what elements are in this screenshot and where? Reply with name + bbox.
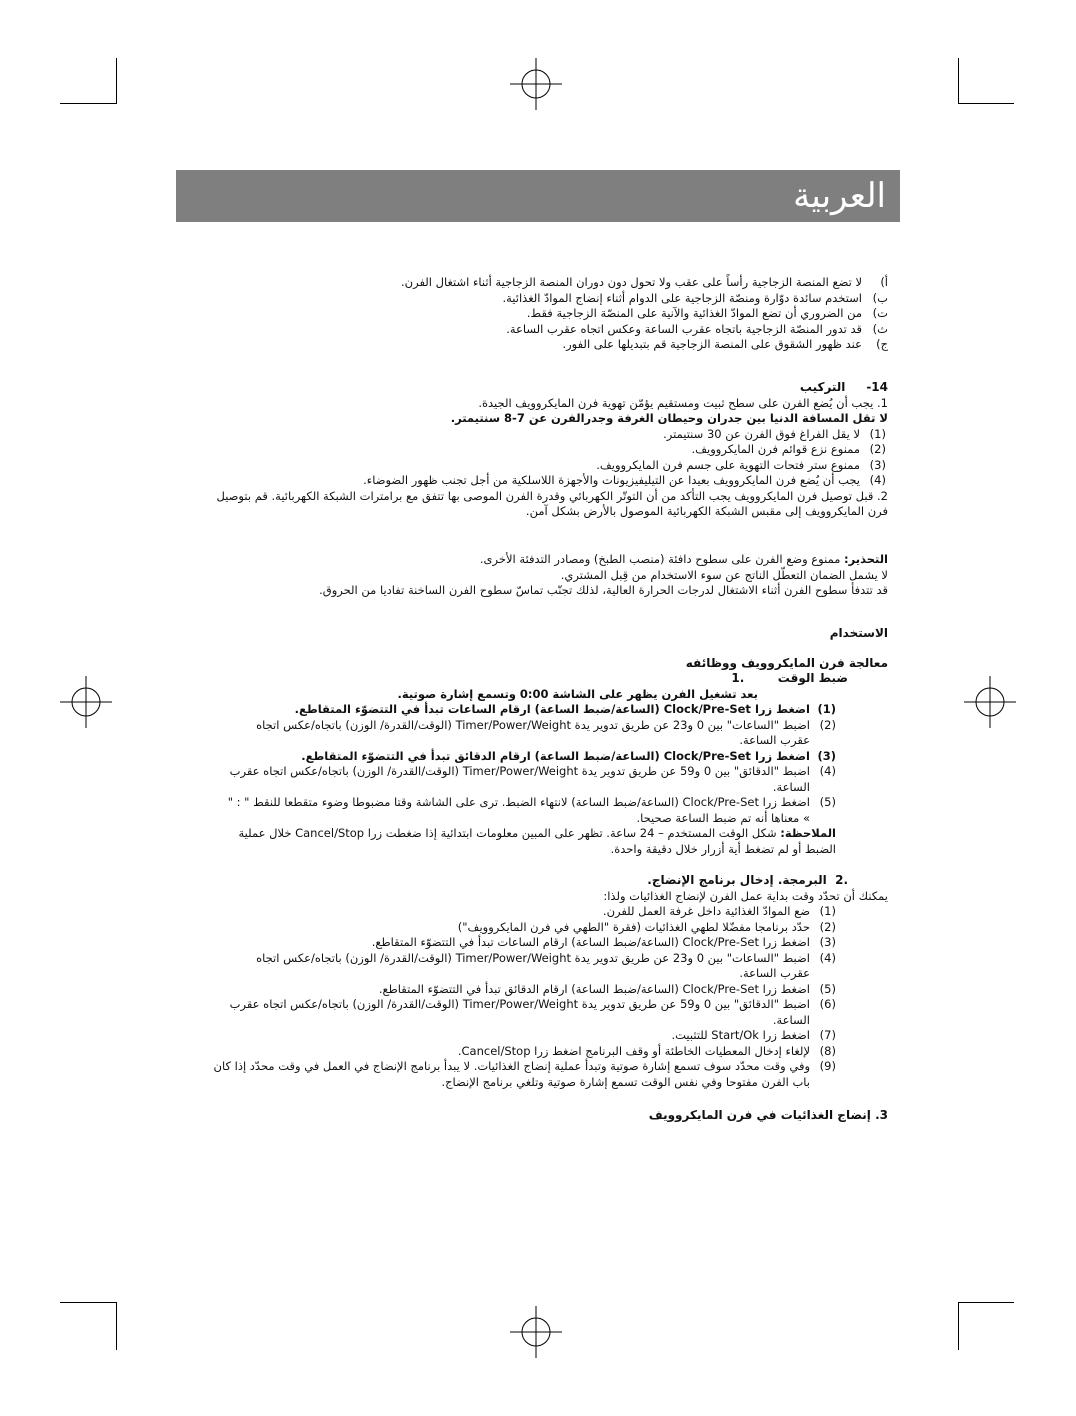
registration-mark-icon bbox=[510, 58, 562, 110]
page-title: العربية bbox=[793, 176, 886, 216]
registration-mark-icon bbox=[60, 676, 112, 728]
list-item: (7)اضغط زرا Start/Ok للتثبيت. bbox=[671, 1028, 836, 1042]
registration-mark-icon bbox=[510, 1306, 562, 1358]
paragraph: فرن المايكروويف إلى مقبس الشبكة الكهربائية الموصول بالأرض بشكل آمن. bbox=[525, 504, 888, 518]
crop-mark bbox=[60, 1302, 116, 1303]
crop-mark bbox=[958, 1302, 1014, 1303]
crop-mark bbox=[116, 1302, 117, 1350]
list-item: (3)اضغط زرا Clock/Pre-Set (الساعة/ضبط الساعة) ارقام الدقائق تبدأ في التتضوّء المتقاطع. bbox=[301, 748, 836, 763]
list-item: (5)اضغط زرا Clock/Pre-Set (الساعة/ضبط الساعة) ارقام الدقائق تبدأ في التتضوّء المتقاطع. bbox=[378, 981, 836, 996]
list-item: (1)اضغط زرا Clock/Pre-Set (الساعة/ضبط الساعة) ارقام الساعات تبدأ في التتضوّء المتقاطع. bbox=[294, 702, 836, 716]
list-item: (4)اضبط "الدقائق" بين 0 و59 عن طريق تدوير يدة Timer/Power/Weight (الوقت/القدرة/ الوزن) باتجاه/عكس اتجاه عقرب bbox=[229, 764, 836, 778]
crop-mark bbox=[116, 58, 117, 104]
note: الملاحظة: شكل الوقت المستخدم – 24 ساعة. تظهر على المبين معلومات ابتدائية إذا ضغطت زرا Cancel/Stop خلال عملية bbox=[238, 826, 836, 840]
subsection-heading: ضبط الوقت .1 bbox=[731, 671, 848, 685]
paragraph: 1. يجب أن يُضع الفرن على سطح ثبيت ومستقيم يؤمّن تهوية فرن المايكروويف الجيدة. bbox=[478, 395, 888, 410]
paragraph: قد تتدفأ سطوح الفرن أثناء الاشتغال لدرجات الحرارة العالية، لذلك تجنّب تماسّ سطوح الفرن الساخنة تفاديا من الحروق. bbox=[319, 583, 888, 597]
list-item: ب)استخدم سائدة دوّارة ومنصّة الزجاجية على الدوام أثناء إنضاج الموادّ الغذائية. bbox=[502, 290, 888, 305]
list-item: ج)عند ظهور الشقوق على المنصة الزجاجية قم بتبديلها على الفور. bbox=[562, 337, 888, 351]
list-item: (1)ضع الموادّ الغذائية داخل غرفة العمل للفرن. bbox=[602, 904, 836, 918]
list-item: ث)قد تدور المنصّة الزجاجية باتجاه عقرب الساعة وعكس اتجاه عقرب الساعة. bbox=[506, 321, 888, 336]
warning-label: التحذير: bbox=[844, 552, 888, 566]
intro-list bbox=[178, 275, 888, 353]
registration-mark-icon bbox=[964, 676, 1016, 728]
list-item: أ)لا تضع المنصة الزجاجية رأساً على عقب ولا تحول دون دوران المنصة الزجاجية أثناء اشتغال الفرن. bbox=[401, 275, 888, 289]
list-item: (5)اضغط زرا Clock/Pre-Set (الساعة/ضبط الساعة) لانتهاء الضبط. ترى على الشاشة وقتا مضبوطا وضوء متقطعا للنقط " : " bbox=[227, 795, 836, 809]
list-item: ت)من الضروري أن تضع الموادّ الغذائية والآنية على المنصّة الزجاجية فقط. bbox=[526, 306, 888, 320]
crop-mark bbox=[958, 58, 959, 104]
list-item: (1)لا يقل الفراغ فوق الفرن عن 30 سنتيمتر. bbox=[663, 426, 886, 441]
section-heading: 14- التركيب bbox=[799, 380, 888, 394]
list-item: (8)لإلغاء إدخال المعطيات الخاطئة أو وقف البرنامج اضغط زرا Cancel/Stop. bbox=[457, 1043, 836, 1058]
crop-mark bbox=[958, 1302, 959, 1350]
section-heading: الاستخدام bbox=[829, 626, 888, 640]
subsection-heading: 3. إنضاج الغذائيات في فرن المايكروويف bbox=[648, 1108, 888, 1122]
list-item: (2)ممنوع نزع قوائم فرن المايكروويف. bbox=[691, 442, 886, 456]
paragraph: لا يشمل الضمان التعطّل الناتج عن سوء الاستخدام من قِبل المشتري. bbox=[560, 567, 888, 582]
warning-section: التحذير: ممنوع وضع الفرن على سطوح دافئة (منصب الطبخ) ومصادر التدفئة الأخرى. لا يشمل الضمان التعطّل الناتج عن سوء الاستخدام من قِبل المشتري. قد تتدفأ سطوح الفرن أثناء الاشتغال لدرجات الحرارة العالية، لذلك تجنّب تماسّ سطوح الفرن الساخنة تفاديا من الحروق. bbox=[178, 552, 888, 599]
note-label: الملاحظة: bbox=[780, 826, 836, 840]
list-item: (3)ممنوع ستر فتحات التهوية على جسم فرن المايكروويف. bbox=[596, 457, 886, 472]
section-subheading: معالجة فرن المايكروويف ووظائفه bbox=[685, 655, 888, 670]
subsection-heading: .2 البرمجة. إدخال برنامج الإنضاج. bbox=[647, 873, 848, 887]
paragraph-bold: لا تقل المسافة الدنيا بين جدران وحيطان الغرفة وجدرالفرن عن 7-8 سنتيمتر. bbox=[450, 411, 888, 425]
installation-section bbox=[178, 380, 888, 520]
list-item: (6)اضبط "الدقائق" بين 0 و59 عن طريق تدوير يدة Timer/Power/Weight (الوقت/القدرة/ الوزن) باتجاه/عكس اتجاه عقرب bbox=[229, 997, 836, 1011]
list-item: (4)يجب أن يُضع فرن المايكروويف بعيدا عن التيليفيزيونات والأجهزة اللاسلكية من أجل تجنب ظهور الضوضاء. bbox=[363, 473, 886, 487]
usage-section: الاستخدام معالجة فرن المايكروويف ووظائفه ضبط الوقت .1 بعد تشغيل الفرن يظهر على الشاشة 0:00 وتسمع إشارة صوتية. (1)اضغط زرا Clock/Pre-Set (الساعة/ضبط الساعة) ارقام الساعات تبدأ في التتضوّء المتقاطع. (2)اضبط "الساعات" بين 0 و23 عن طريق تدوير يدة Timer/Power/Weight (الوقت/القدرة/ الوزن) باتجاه/عكس اتجاه عقرب الساعة. (3)اضغط زرا Clock/Pre-Set (الساعة/ضبط الساعة) ارقام الدقائق تبدأ في التتضوّء المتقاطع. (4)اضبط "الدقائق" بين 0 و59 عن طريق تدوير يدة Timer/Power/Weight (الوقت/القدرة/ الوزن) باتجاه/عكس اتجاه عقرب الساعة. (5)اضغط زرا Clock/Pre-Set (الساعة/ضبط الساعة) لانتهاء الضبط. ترى على الشاشة وقتا مضبوطا وضوء متقطعا للنقط " : " » معناها أنه تم ضبط الساعة صحيحا. الملاحظة: شكل الوقت المستخدم – 24 ساعة. تظهر على المبين معلومات ابتدائية إذا ضغطت زرا Cancel/Stop خلال عملية الضبط أو لم تضغط أية أزرار خلال دقيقة واحدة. .2 البرمجة. إدخال برنامج الإنضاج. يمكنك أن تحدّد وقت بداية عمل الفرن لإنضاج الغذائيات ولذا: (1)ضع الموادّ الغذائية داخل غرفة العمل للفرن. (2)حدّد برنامجا مفضّلا لطهي الغذائيات (فقرة "الطهي في فرن المايكروويف") (3)اضغط زرا Clock/Pre-Set (الساعة/ضبط الساعة) ارقام الساعات تبدأ في التتضوّء المتقاطع. (4)اضبط "الساعات" بين 0 و23 عن طريق تدوير يدة Timer/Power/Weight (الوقت/القدرة/ الوزن) باتجاه/عكس اتجاه عقرب الساعة. (5)اضغط زرا Clock/Pre-Set (الساعة/ضبط الساعة) ارقام الدقائق تبدأ في التتضوّء المتقاطع. (6)اضبط "الدقائق" بين 0 و59 عن طريق تدوير يدة Timer/Power/Weight (الوقت/القدرة/ الوزن) باتجاه/عكس اتجاه عقرب الساعة. (7)اضغط زرا Start/Ok للتثبيت. (8)لإلغاء إدخال المعطيات الخاطئة أو وقف البرنامج اضغط زرا Cancel/Stop. (9)وفي وقت محدّد سوف تسمع إشارة صوتية وتبدأ عملية إنضاج الغذائيات. لا يبدأ برنامج الإنضاج في العمل في وقت محدّد إذا كان باب الفرن مفتوحا وفي نفس الوقت تسمع إشارة صوتية وتلغي برنامج الإنضاج. 3. إنضاج الغذائيات في فرن المايكروويف bbox=[178, 626, 888, 1124]
crop-mark bbox=[60, 103, 116, 104]
list-item: (2)اضبط "الساعات" بين 0 و23 عن طريق تدوير يدة Timer/Power/Weight (الوقت/القدرة/ الوزن) باتجاه/عكس اتجاه bbox=[256, 717, 836, 732]
paragraph: 2. قبل توصيل فرن المايكروويف يجب التأكد من أن التوتّر الكهربائي وقدرة الفرن الموصى بها تتفق مع برامترات الشبكة الكهربائية. قم بتوصيل bbox=[216, 488, 888, 503]
paragraph: يمكنك أن تحدّد وقت بداية عمل الفرن لإنضاج الغذائيات ولذا: bbox=[603, 888, 888, 903]
list-item: (3)اضغط زرا Clock/Pre-Set (الساعة/ضبط الساعة) ارقام الساعات تبدأ في التتضوّء المتقاطع. bbox=[371, 935, 836, 949]
language-header-bar bbox=[176, 170, 900, 222]
crop-mark bbox=[958, 103, 1014, 104]
paragraph-bold: بعد تشغيل الفرن يظهر على الشاشة 0:00 وتسمع إشارة صوتية. bbox=[397, 686, 758, 701]
list-item: (4)اضبط "الساعات" بين 0 و23 عن طريق تدوير يدة Timer/Power/Weight (الوقت/القدرة/ الوزن) باتجاه/عكس اتجاه bbox=[256, 950, 836, 965]
list-item: (9)وفي وقت محدّد سوف تسمع إشارة صوتية وتبدأ عملية إنضاج الغذائيات. لا يبدأ برنامج الإنضاج في العمل في وقت محدّد إذا كان bbox=[213, 1059, 836, 1073]
list-item: (2)حدّد برنامجا مفضّلا لطهي الغذائيات (فقرة "الطهي في فرن المايكروويف") bbox=[457, 919, 836, 934]
